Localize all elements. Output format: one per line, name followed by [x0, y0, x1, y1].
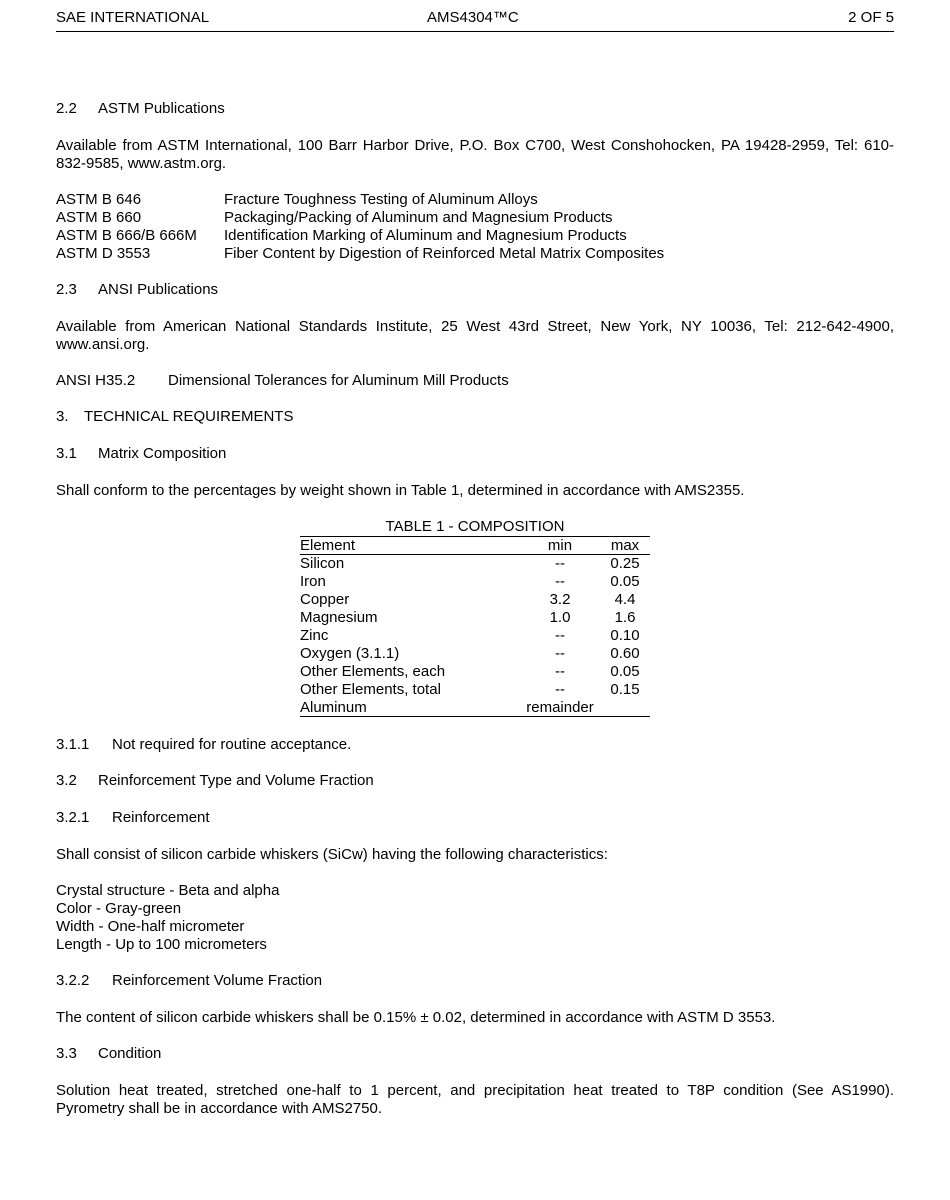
table-cell-max: 0.60: [610, 645, 640, 662]
table-cell-max: 0.05: [610, 573, 640, 590]
section-2-2-title: ASTM Publications: [98, 100, 225, 117]
section-3-3-paragraph: Solution heat treated, stretched one-half to 1 percent, and precipitation heat treated to T8P condition (See AS1990). Pyrometry shall be in accordance with AMS2750.: [56, 1082, 894, 1117]
section-3-1-paragraph: Shall conform to the percentages by weight shown in Table 1, determined in accordance with AMS2355.: [56, 482, 745, 499]
section-2-3-number: 2.3: [56, 281, 77, 298]
header-doc-number: AMS4304™C: [427, 9, 519, 26]
table-cell-min: --: [555, 681, 565, 698]
table-bottom-rule: [300, 716, 650, 717]
table-cell-min: --: [555, 645, 565, 662]
section-3-3-title: Condition: [98, 1045, 162, 1062]
section-2-3-paragraph: Available from American National Standards Institute, 25 West 43rd Street, New York, NY 10036, Tel: 212-642-4900, www.ansi.org.: [56, 318, 894, 353]
section-2-3-title: ANSI Publications: [98, 281, 219, 298]
section-3-2-2-number: 3.2.2: [56, 972, 90, 989]
table-cell-element: Zinc: [300, 627, 329, 644]
table-caption: TABLE 1 - COMPOSITION: [385, 518, 565, 535]
table-cell-element: Iron: [300, 573, 326, 590]
table-cell-max: 0.05: [610, 663, 640, 680]
ref-code: ASTM D 3553: [56, 245, 151, 262]
table-cell-max: 0.10: [610, 627, 640, 644]
section-2-2-number: 2.2: [56, 100, 77, 117]
section-3-2-1-title: Reinforcement: [112, 809, 210, 826]
ref-title: Identification Marking of Aluminum and Magnesium Products: [224, 227, 627, 244]
section-3-2-1-paragraph: Shall consist of silicon carbide whiskers (SiCw) having the following characteristics:: [56, 846, 608, 863]
section-3-title: TECHNICAL REQUIREMENTS: [84, 408, 294, 425]
table-cell-element: Aluminum: [300, 699, 367, 716]
section-3-2-2-title: Reinforcement Volume Fraction: [112, 972, 323, 989]
list-item: Color - Gray-green: [56, 900, 182, 917]
table-cell-max: 0.15: [610, 681, 640, 698]
table-cell-element: Other Elements, each: [300, 663, 446, 680]
table-header-min: min: [547, 537, 573, 554]
section-3-2-title: Reinforcement Type and Volume Fraction: [98, 772, 374, 789]
list-item: Crystal structure - Beta and alpha: [56, 882, 280, 899]
table-cell-min: 3.2: [549, 591, 571, 608]
section-3-1-title: Matrix Composition: [98, 445, 227, 462]
table-cell-min: --: [555, 627, 565, 644]
table-cell-min: 1.0: [549, 609, 571, 626]
list-item: Length - Up to 100 micrometers: [56, 936, 267, 953]
ref-code: ASTM B 646: [56, 191, 142, 208]
header-page-number: 2 OF 5: [848, 9, 894, 26]
table-cell-min: --: [555, 555, 565, 572]
table-cell-element: Copper: [300, 591, 350, 608]
table-cell-element: Oxygen (3.1.1): [300, 645, 400, 662]
section-3-1-1-number: 3.1.1: [56, 736, 90, 753]
table-cell-element: Other Elements, total: [300, 681, 441, 698]
ref-title: Dimensional Tolerances for Aluminum Mill Products: [168, 372, 509, 389]
section-3-3-number: 3.3: [56, 1045, 77, 1062]
ref-code: ASTM B 660: [56, 209, 142, 226]
table-cell-max: 0.25: [610, 555, 640, 572]
ref-title: Fracture Toughness Testing of Aluminum Alloys: [224, 191, 538, 208]
table-cell-max: 1.6: [614, 609, 636, 626]
section-2-2-paragraph: Available from ASTM International, 100 Barr Harbor Drive, P.O. Box C700, West Conshohocken, PA 19428-2959, Tel: 610-832-9585, www.astm.org.: [56, 137, 894, 172]
section-3-1-number: 3.1: [56, 445, 77, 462]
table-cell-max: 4.4: [614, 591, 636, 608]
section-3-number: 3.: [56, 408, 69, 425]
header-left: SAE INTERNATIONAL: [56, 9, 210, 26]
table-cell-element: Silicon: [300, 555, 345, 572]
table-header-max: max: [610, 537, 640, 554]
table-cell-element: Magnesium: [300, 609, 378, 626]
section-3-2-2-paragraph: The content of silicon carbide whiskers shall be 0.15% ± 0.02, determined in accordance with ASTM D 3553.: [56, 1009, 776, 1026]
ref-code: ASTM B 666/B 666M: [56, 227, 197, 244]
table-cell-min: --: [555, 573, 565, 590]
section-3-1-1-text: Not required for routine acceptance.: [112, 736, 352, 753]
ref-title: Fiber Content by Digestion of Reinforced Metal Matrix Composites: [224, 245, 665, 262]
table-cell-min: remainder: [526, 699, 594, 716]
header-rule: [56, 31, 894, 32]
section-3-2-number: 3.2: [56, 772, 77, 789]
table-header-element: Element: [300, 537, 356, 554]
list-item: Width - One-half micrometer: [56, 918, 245, 935]
ref-title: Packaging/Packing of Aluminum and Magnesium Products: [224, 209, 613, 226]
ref-code: ANSI H35.2: [56, 372, 136, 389]
table-cell-min: --: [555, 663, 565, 680]
section-3-2-1-number: 3.2.1: [56, 809, 90, 826]
